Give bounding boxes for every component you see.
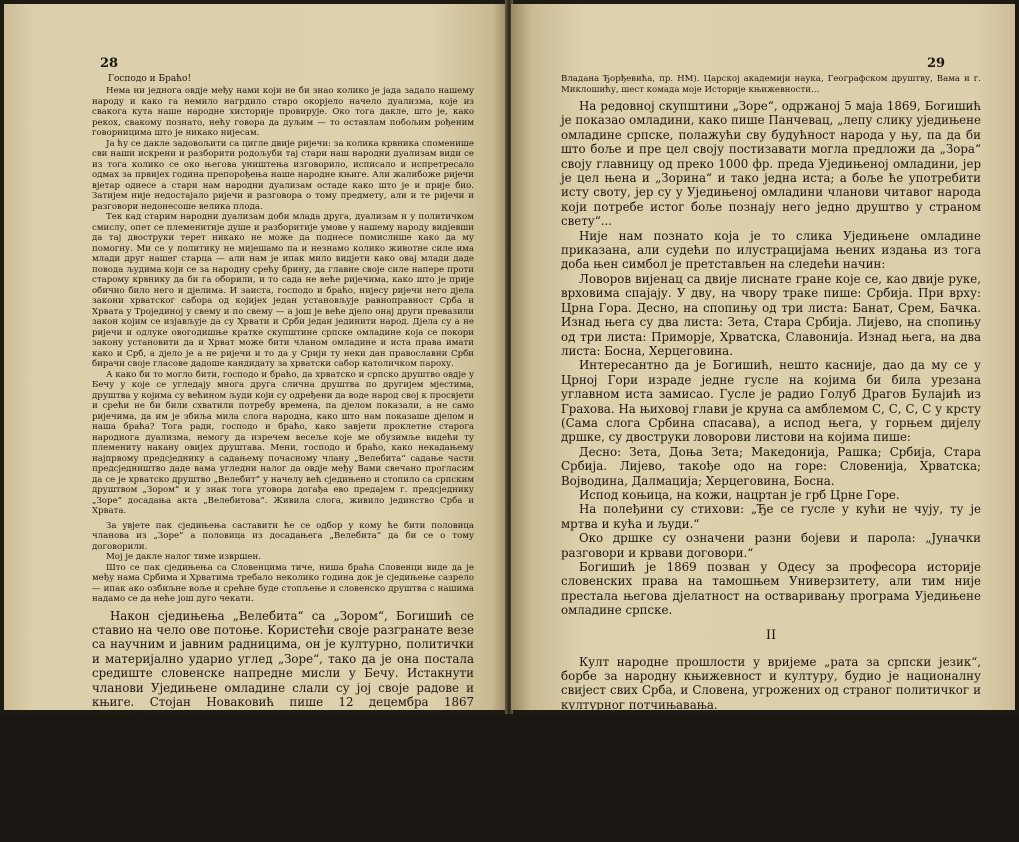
letter-paragraph: Мој је дакле налог тиме извршен. — [106, 552, 261, 562]
letter-paragraph: За увјете пак сједињења саставити ће се одбор у кому ће бити половица чланова из „Зоре“ а половица из досадањега „Велебита“ да би се о тому договорили. — [92, 520, 474, 552]
body-paragraph: На полеђини су стихови: „Ђе се гусле у кући не чују, ту је мртва и кућа и људи.“ — [561, 502, 981, 531]
body-paragraph: Није нам познато која је то слика Уједињене омладине приказана, али судећи по илустрацијама њених издања из тога доба њен симбол је претстављен на следећи начин: — [561, 228, 981, 272]
quote-paragraph: Толико је већ како вам не одговарам на ваша писма. Чекао сам најбоље на књиге, с којима се врло одоцнех због претплате којој смо прво морали одољевати. Тако вам сад шаљем за „Зору“, које можете предати Владану (мисли на — [92, 727, 474, 759]
body-text-left — [92, 609, 474, 724]
right-page — [511, 4, 1015, 842]
letter-paragraph: А како би то могло бити, господо и браћо, да хрватско и српско друштво овдје у Бечу у које се угледају многа друга слична друштва по другијем мјестима, друштва у којима су већином људи који су одређени да воде народ свој к просвјети и срећи не би били схватили потребу времена, па дјелом показали, а не само ријечима, да им је збиља мила слога народна, како што нам показаше дјелом и наша браћа? Тога ради, господо и браћо, како завјети проклетне старога народнога дуализма, немогу да изречем весеље које ме обузимље видећи ту племениту накану овијех друштава. Мени, господо и браћо, како некадањему најпрвому предсједнику а садањему почасному члану „Велебита“ садање части предсједништво даде вама угледни налог да овдје међу Вами свечано прогласим да се је хрватско друштво „Велебит“ у начелу већ сједињено и стопило са српским друштвом „Зором“ и у знак тога уговора догађа ево предајем г. предсједнику „Зоре“ досадања акта „Велебитова“. Живила слога, живило јединство Срба и Хрвата. — [92, 369, 474, 516]
body-paragraph: Након сједињења „Велебита“ са „Зором“, Богишић се ставио на чело ове потоње. Користећи своје разгранате везе са научним и јавним радницима, он је културно, политички и материјално ударио углед „Зоре“, тако да је она постала средиште словенске напредне мисли у Бечу. Истакнути чланови Уједињене омладине слали су јој своје радове и књиге. Стојан Новаковић пише 12 децембра 1867 Богишићу: — [92, 608, 474, 724]
footnote-text: Владана Ђорђевића, пр. НМ). Царској академији наука, Географском друштву, Вама и г. Миклошићу, шест комада моје Историје књижевности... — [561, 74, 981, 95]
body-text-right — [561, 99, 981, 618]
body-paragraph: Испод коњица, на кожи, нацртан је грб Црне Горе. — [579, 487, 900, 502]
letter-quote — [92, 86, 474, 605]
page-number-right: 29 — [927, 56, 946, 71]
body-paragraph: Уједињена омладина српска је правилно оцијенила Богишићеву вредност, зато га је и држала као свог високо цијењеног члана. — [561, 798, 981, 842]
body-paragraph: Десно: Зета, Доња Зета; Македонија, Рашка; Србија, Стара Србија. Лијево, такође одо на горе: Словенија, Хрватска; Војводина, Далмација; Херцеговина, Босна. — [561, 444, 981, 488]
left-column — [92, 74, 474, 759]
body-paragraph: Интересантно да је Богишић, нешто касније, дао да му се у Црној Гори израде једне гусле на којима би била урезана углавном иста замисао. Гусле је радио Голуб Драгов Булајић из Грахова. На њиховој глави је круна са амблемом С, С, С, С у крсту (Сама слога Србина спасава), а испод њега, у горњем дијелу дршке, су двоструки ловорови листови на којима пише: — [561, 358, 981, 445]
section-heading: II — [765, 627, 777, 643]
novakovic-quote — [92, 728, 474, 760]
footnote-continuation — [561, 74, 981, 95]
letter-paragraph: Тек кад старим народни дуализам доби млада друга, дуализам и у политичком смислу, опет се племенитије душе и разборитије умове у нашему народу видјевши да тај двоструки терет никако не може да поднесе помислише како да му помогну. Ми се у политику не мијешамо па и незнамо колико животне силе има млади друг нашег старца — али нам је ипак мило видјети како овај млади даде повода људима који се за народну срећу брину, да главне своје силе напере проти старому крвнику да би га оборили, и то сада не веће ријечима, како што је прије обично било него и дјелима. И заиста, господо и браћо, нијесу ријечи него дјела закони хрватског сабора од којијех један установљује равноправност Срба и Хрвата у Тројединој у свему и по свему — а још је веће дјело онај други превазили закон којим се изјављује да су Хрвати и Срби један јединити народ. Дјела су а не ријечи и одлуке овогодишње кратке скупштине српске омладине која се покори закону установити да и Хрват може бити чланом омладине и иста права имати како и Срб, а дјело је а не ријечи и то да у Срији ту неки дан православни Срби бирачи своје гласове дадоше кандидату за хрватски сабор католичком пароху. — [92, 212, 474, 369]
body-paragraph: Око дршке су означени разни бојеви и парола: „Јуначки разговори и крвави договори.“ — [561, 531, 981, 560]
letter-paragraph: Што се пак сједињења са Словенцима тиче, ниша браћа Словенци виде да је међу нама Србима и Хрватима требало неколико година док је сједињење сазрело — ипак ако озбиљне воље и срећне буде стопљење и словенско друштва с нашима надамо се да неће још дуго чекати. — [92, 562, 474, 604]
letter-paragraph: Нема ни једнога овдје међу нами који не би знао колико је јада задало нашему народу и како га немило нагрдило старо окорјело начело дуализма, које из свакога кута наше народне хисторије провирује. Око тога дакле, што је, како рекох, свакому познато, нећу говора да дуљим — то оставлам побољим рођеним говорницима што је никако нијесам. — [92, 86, 474, 138]
body-text-right-2 — [561, 655, 981, 842]
body-paragraph: На редовној скупштини „Зоре“, одржаној 5 маја 1869, Богишић је показао омладини, како пише Панчевац, „лепу слику уједињене омладине српске, полажући сву будућност народа у њу, па да би што боље и пре цел своју постизавати могла предложи да „Зора“ своју главницу од преко 1000 фр. преда Уједињеној омладини, јер је цел њена и „Зорина“ и тако једна иста; а боље ће употребити исту своту, јер су у Уједињеној омладини чланови читавог народа који потребе истог боље познају него једно друштво у страном свету“... — [561, 99, 981, 229]
left-page — [4, 4, 507, 759]
body-paragraph: Ловоров вијенац са двије лиснате гране које се, као двије руке, врховима спајају. У дву, на чвору траке пише: Србија. При врху: Црна Гора. Десно, на спопињу од три листа: Банат, Срем, Бачка. Изнад њега су два листа: Зета, Стара Србија. Лијево, на спопињу од три листа: Приморје, Хрватска, Славонија. Изнад њега, на два листа: Босна, Херцеговина. — [561, 271, 981, 358]
body-paragraph: Култ народне прошлости у вријеме „рата за српски језик“, борбе за народну књижевност и културу, будио је националну свијест свих Срба, и Словена, угрожених од страног политичког и културног потчињавања. — [561, 654, 981, 712]
right-column — [561, 74, 981, 842]
body-paragraph: Богишић је 1869 позван у Одесу за професора историје словенских права на тамошњем Универзитету, али тим није престала његова дјелатност на остваривању програма Уједињене омладине српске. — [561, 560, 981, 618]
body-paragraph: На пољу оживљавања народне прошлости кроз рад на сабирању правних обичаја, историји племена и братства, научној разради српске и хрватске породице, сакупљању народних умотворина свих врста, изради и развитку народног језика, послије Вука Караџића и Ђуре Даничића нико више толико допринео није колико Валтазар Богишић. — [561, 712, 981, 799]
page-number-left: 28 — [100, 56, 119, 71]
letter-greeting: Господо и Браћо! — [108, 74, 192, 84]
letter-paragraph: Ја ћу се дакле задовољити са цигле двије ријечи: за колика крвника споменише сви наши искрени и разборити родољуби тај стари наш народни дуализам види се из тога колико се око његова уништења изговорило, исписало и испретресало одмах за првијех година препорођења наше народне књиге. Али жалибоже ријечи вјетар однесе а стари нам народни дуализам остаде како што је и прије био. Затијем није недостајало ријечи и разговора о тому предмету, али и те ријечи и разговори недонесоше велика плода. — [92, 138, 474, 212]
